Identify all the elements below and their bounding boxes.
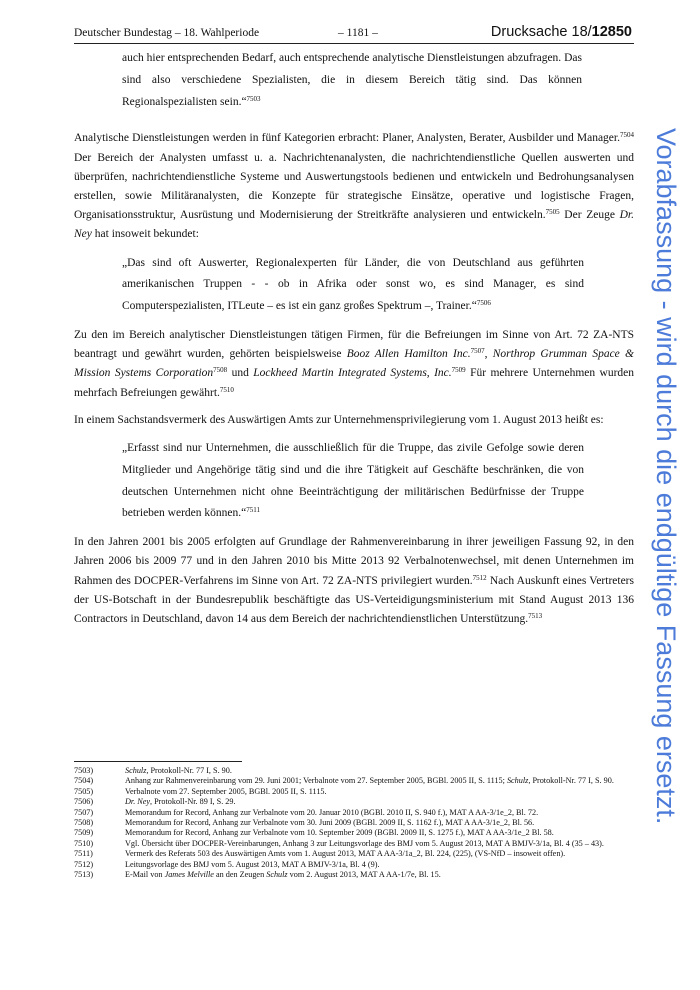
header-document-prefix: Drucksache 18/ bbox=[490, 24, 592, 40]
paragraph-status-note bbox=[74, 411, 634, 430]
header-parliament-period: Deutscher Bundestag – 18. Wahlperiode bbox=[74, 27, 260, 39]
footnote-ref: 7509 bbox=[451, 366, 466, 375]
footnote bbox=[74, 818, 634, 828]
footnote-text: Vermerk des Referats 503 des Auswärtigen Amts vom 1. August 2013, MAT A AA-3/1a_2, Bl. 224, (225), (VS-NfD – insoweit offen). bbox=[125, 849, 566, 859]
footnote-text bbox=[125, 766, 634, 776]
paragraph-text: Für mehrere Unternehmen wurden mehrfach Befreiungen gewährt. bbox=[74, 367, 635, 399]
footnote-ref: 7506 bbox=[476, 299, 491, 308]
quote-continuation bbox=[74, 48, 634, 113]
header-rule bbox=[74, 43, 634, 44]
paragraph-text: Der Zeuge bbox=[559, 209, 620, 222]
footnote bbox=[74, 797, 634, 807]
quote-status-note bbox=[74, 438, 634, 525]
footnote-ref: 7513 bbox=[528, 612, 543, 621]
footnote bbox=[74, 766, 634, 776]
paragraph-text: Zu den im Bereich analytischer Dienstleistungen tätigen Firmen, für die Befreiungen im Sinne von Art. 72 ZA-NTS beantragt und gewährt wurden, gehörten beispielsweise bbox=[74, 329, 634, 361]
footnote-number: 7507) bbox=[74, 807, 94, 817]
footnote-number: 7509) bbox=[74, 828, 94, 838]
footnote-text bbox=[125, 797, 634, 807]
footnote-text bbox=[125, 870, 634, 880]
footnote-text-part: , Protokoll-Nr. 77 I, S. 90. bbox=[528, 776, 614, 786]
footnote-number: 7510) bbox=[74, 838, 94, 848]
paragraph-text: In einem Sachstandsvermerk des Auswärtigen Amts zur Unternehmensprivilegierung vom 1. August 2013 heißt es: bbox=[74, 413, 604, 426]
footnote-text: Vgl. Übersicht über DOCPER-Vereinbarungen, Anhang 3 zur Leitungsvorlage des BMJ vom 5. August 2013, MAT A BMJV-3/1a, Bl. 4 (35 – 43). bbox=[125, 838, 604, 848]
draft-watermark bbox=[646, 128, 686, 863]
footnote-number: 7505) bbox=[74, 786, 94, 796]
footnote-person: James Melville bbox=[164, 870, 214, 880]
footnote-ref: 7511 bbox=[246, 506, 260, 515]
paragraph-text: und bbox=[227, 367, 254, 380]
paragraph-verbal-notes bbox=[74, 533, 634, 629]
footnote-text bbox=[125, 776, 634, 786]
footnote-text-part: Anhang zur Rahmenvereinbarung vom 29. Juni 2001; Verbalnote vom 27. September 2005, BGBl. 2005 II, S. 1115; bbox=[125, 776, 507, 786]
footnote bbox=[74, 808, 634, 818]
paragraph-text: , bbox=[484, 348, 493, 361]
footnote-ref: 7508 bbox=[213, 366, 228, 375]
footnote-number: 7504) bbox=[74, 776, 94, 786]
footnote-number: 7512) bbox=[74, 859, 94, 869]
witness-name: Dr. Ney bbox=[74, 209, 634, 241]
footnote-number: 7506) bbox=[74, 797, 94, 807]
footnote-text: Memorandum for Record, Anhang zur Verbalnote vom 10. September 2009 (BGBl. 2009 II, S. 1275 f.), MAT A AA-3/1e_2 Bl. 58. bbox=[125, 828, 554, 838]
footnote-text-part: an den Zeugen bbox=[213, 870, 267, 880]
paragraph-text: hat insoweit bekundet: bbox=[91, 228, 199, 241]
footnote-ref: 7512 bbox=[472, 573, 487, 582]
footnote-text: Leitungsvorlage des BMJ vom 5. August 2013, MAT A BMJV-3/1a, Bl. 4 (9). bbox=[125, 859, 380, 869]
company-name: Booz Allen Hamilton Inc. bbox=[346, 348, 471, 361]
footnote-text-part: vom 2. August 2013, MAT A AA-1/7e, Bl. 15. bbox=[287, 870, 441, 880]
paragraph-text: In den Jahren 2001 bis 2005 erfolgten auf Grundlage der Rahmenvereinbarung in ihrer jeweiligen Fassung 92, in den Jahren 2006 bis 2009 77 und in den Jahren 2010 bis Mitte 2013 92 Verbalnotenwechsel, mit denen Unternehmen im Rahmen des DOCPER-Verfahrens im Sinne von Art. 72 ZA-NTS privilegiert wurden. bbox=[74, 536, 634, 587]
footnote-number: 7503) bbox=[74, 766, 94, 775]
footnote-person: Schulz bbox=[266, 870, 288, 880]
company-name: Lockheed Martin Integrated Systems, Inc. bbox=[253, 367, 452, 380]
header-document-number bbox=[491, 24, 632, 40]
footnote-number: 7511) bbox=[74, 849, 93, 859]
company-name: Northrop Grumman Space & Mission Systems Corporation bbox=[74, 348, 634, 380]
quote-witness bbox=[74, 253, 634, 318]
footnote-ref: 7510 bbox=[219, 385, 234, 394]
quote-text: „Das sind oft Auswerter, Regionalexperten für Länder, die von Deutschland aus geführten amerikanischen Truppen - - ob in Afrika oder sonst wo, es sind Manager, es sind Computerspezialisten, ITLeute – es ist ein ganz großes Spektrum –, Trainer.“ bbox=[122, 256, 584, 313]
footnote-ref: 7503 bbox=[246, 94, 261, 103]
page-header bbox=[74, 24, 634, 44]
footnote bbox=[74, 870, 634, 880]
footnote-number: 7508) bbox=[74, 818, 94, 828]
footnote-text: Memorandum for Record, Anhang zur Verbalnote vom 30. Juni 2009 (BGBl. 2009 II, S. 1162 f.), MAT A AA-3/1e_2, Bl. 56. bbox=[125, 818, 535, 828]
header-document-number-bold: 12850 bbox=[591, 24, 632, 40]
footnote-ref: 7504 bbox=[620, 131, 634, 140]
quote-text: „Erfasst sind nur Unternehmen, die ausschließlich für die Truppe, das zivile Gefolge sowie deren Mitglieder und Angehörige tätig sind und die ihre Tätigkeit auf Geschäfte beschränken, die von deutschen Unternehmen nicht ohne Beeinträchtigung der militärischen Bedürfnisse der Truppe betrieben werden können.“ bbox=[122, 442, 584, 520]
footnote-ref: 7505 bbox=[545, 208, 560, 217]
paragraph-text: Analytische Dienstleistungen werden in fünf Kategorien erbracht: Planer, Analysten, Berater, Ausbilder und Manager. bbox=[74, 132, 620, 145]
draft-watermark-text: Vorabfassung - wird durch die endgültige Fassung ersetzt. bbox=[651, 128, 681, 825]
footnote-rule bbox=[74, 761, 242, 762]
header-page-number: – 1181 – bbox=[338, 27, 378, 39]
footnotes bbox=[74, 766, 634, 880]
paragraph-analytic-services bbox=[74, 129, 634, 244]
footnote bbox=[74, 839, 634, 849]
footnote bbox=[74, 787, 634, 797]
footnote-person: Schulz bbox=[506, 776, 529, 786]
paragraph-companies bbox=[74, 326, 634, 403]
footnote bbox=[74, 776, 634, 786]
footnote-text: Memorandum for Record, Anhang zur Verbalnote vom 20. Januar 2010 (BGBl. 2010 II, S. 940 f.), MAT A AA-3/1e_2, Bl. 72. bbox=[125, 807, 539, 817]
footnote-number: 7513) bbox=[74, 870, 94, 880]
footnote-text-part: , Protokoll-Nr. 89 I, S. 29. bbox=[150, 797, 236, 807]
quote-text: auch hier entsprechenden Bedarf, auch entsprechende analytische Dienstleistungen abzufragen. Das sind also verschiedene Spezialisten, die in diesem Bereich tätig sind. Das können Regionalspezialisten sein.“ bbox=[122, 52, 582, 108]
footnote bbox=[74, 849, 634, 859]
main-text bbox=[74, 48, 634, 637]
paragraph-text: Der Bereich der Analysten umfasst u. a. Nachrichtenanalysten, die nachrichtendienstliche Quellen auswerten und überprüfen, nachrichtendienstliche Systeme und Auswertungstools bedienen und entwickeln und Bedrohungsanalysen erstellen, sowie Militäranalysten, die Konzepte für strategische Einsätze, operative und logistische Fragen, Organisationsstruktur, Ausrüstung und Modernisierung der Streitkräfte analysieren und entwickeln. bbox=[74, 151, 634, 222]
footnote-person: Schulz bbox=[125, 766, 147, 775]
footnote-text-part: , Protokoll-Nr. 77 I, S. 90. bbox=[146, 766, 232, 775]
footnote-ref: 7507 bbox=[470, 347, 485, 356]
footnote-text: Verbalnote vom 27. September 2005, BGBl. 2005 II, S. 1115. bbox=[125, 786, 327, 796]
footnote-person: Dr. Ney bbox=[125, 797, 151, 807]
footnote bbox=[74, 828, 634, 838]
footnote bbox=[74, 860, 634, 870]
footnote-text-part: E-Mail von bbox=[125, 870, 165, 880]
paragraph-text: Nach Auskunft eines Vertreters der US-Botschaft in der Bundesrepublik beschäftigte das US-Verteidigungsministerium mit Stand August 2013 136 Contractors in Deutschland, davon 14 aus dem Bereich der nachrichtendienstlichen Unterstützung. bbox=[74, 574, 634, 626]
